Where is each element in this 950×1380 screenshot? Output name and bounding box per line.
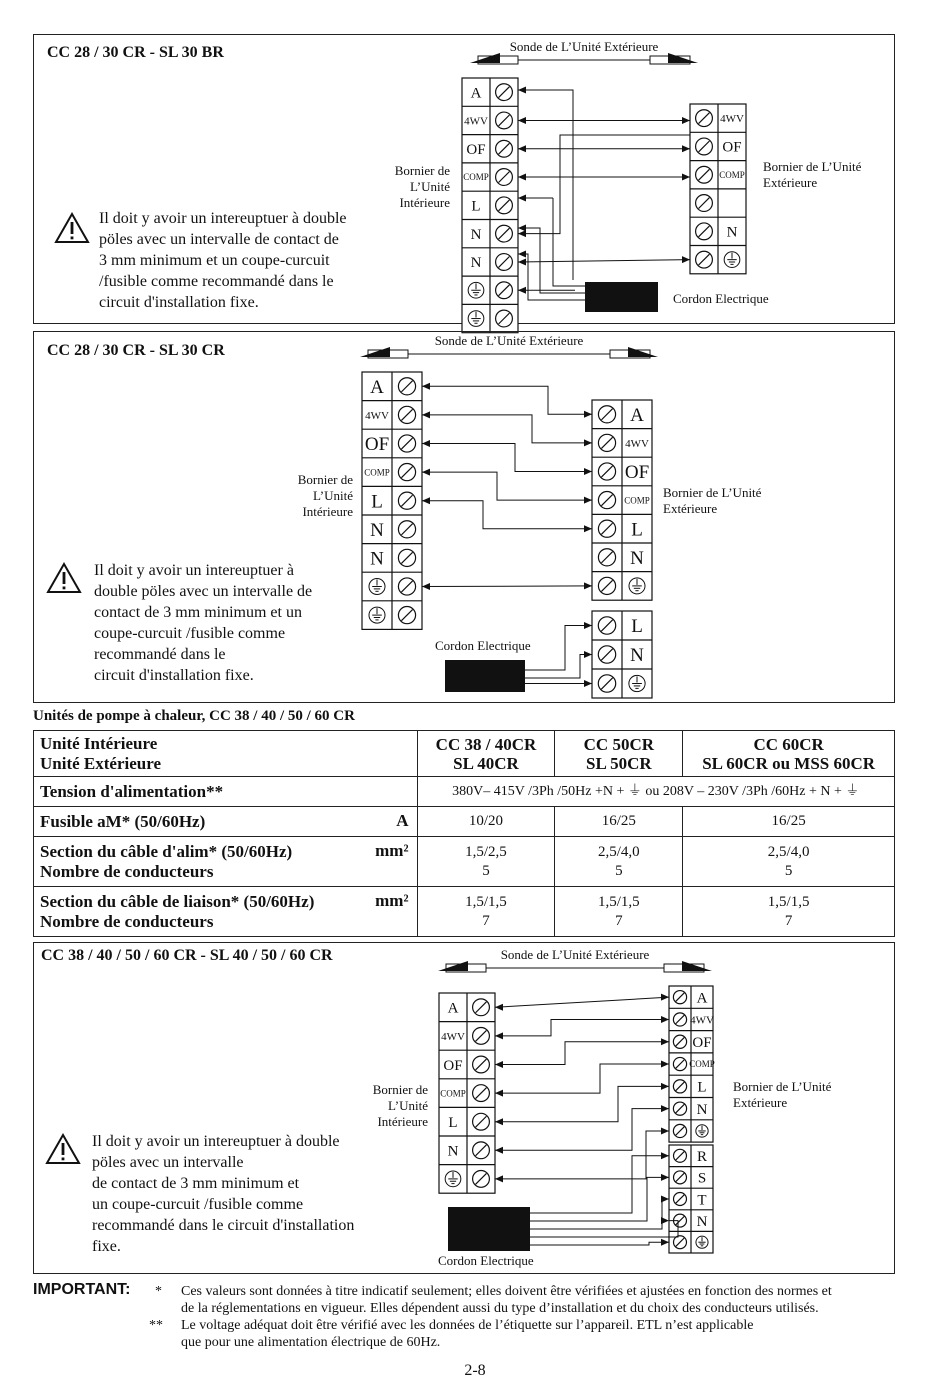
column-header: CC 38 / 40CR SL 40CR bbox=[417, 731, 555, 777]
wire bbox=[495, 1042, 669, 1065]
arrow-head bbox=[661, 1152, 669, 1159]
arrow-head bbox=[661, 1196, 669, 1203]
terminal-label: 4WV bbox=[365, 409, 389, 422]
terminal-label: 4WV bbox=[464, 115, 488, 128]
terminal-label: OF bbox=[624, 462, 650, 484]
arrow-head bbox=[661, 1174, 669, 1181]
terminal-label: COMP bbox=[689, 1059, 715, 1070]
terminal-label: L bbox=[371, 491, 383, 513]
arrow-head bbox=[661, 994, 669, 1001]
terminal-label: R bbox=[696, 1149, 708, 1166]
terminal-label: A bbox=[696, 990, 708, 1007]
terminal-label: N bbox=[630, 645, 644, 667]
important-label: IMPORTANT: bbox=[33, 1281, 131, 1298]
table-row: Section du câble d'alim* (50/60Hz) Nombre de conducteurs mm² 1,5/2,5 5 2,5/4,0 5 2,5/4,0 5 bbox=[34, 837, 895, 887]
wire bbox=[495, 1064, 669, 1093]
terminal-label: 4WV bbox=[441, 1030, 465, 1043]
terminal-label: S bbox=[697, 1170, 707, 1187]
terminal-label: OF bbox=[364, 434, 390, 456]
sensor-arrow bbox=[682, 961, 712, 971]
table-row: Section du câble de liaison* (50/60Hz) Nombre de conducteurs mm² 1,5/1,5 7 1,5/1,5 7 1,5/1,5 7 bbox=[34, 887, 895, 937]
supply-voltage-cell: 380V– 415V /3Ph /50Hz +N + ⏚ ou 208V – 230V /3Ph /60Hz + N + ⏚ bbox=[417, 777, 894, 807]
terminal-label: COMP bbox=[463, 172, 489, 183]
diagram2-title: CC 28 / 30 CR - SL 30 CR bbox=[47, 342, 225, 359]
diagram3-warning: Il doit y avoir un intereuptuer à double pöles avec un intervalle de contact de 3 mm minimum et un coupe-curcuit /fusible comme recommandé dans le circuit d'installation fixe. bbox=[92, 1133, 355, 1255]
terminal-label: COMP bbox=[624, 495, 650, 506]
terminal-label: L bbox=[631, 616, 643, 638]
indoor-block-label: Intérieure bbox=[399, 195, 450, 210]
arrow-head bbox=[661, 1239, 669, 1246]
terminal-label: T bbox=[697, 1192, 707, 1209]
wire bbox=[495, 1086, 669, 1121]
outdoor-block-label: Bornier de L’Unité bbox=[763, 159, 862, 174]
indoor-block-label: Intérieure bbox=[377, 1114, 428, 1129]
terminal-label: N bbox=[630, 547, 644, 569]
cord-label: Cordon Electrique bbox=[673, 291, 769, 306]
cord-label: Cordon Electrique bbox=[438, 1253, 534, 1268]
indoor-block-label: L’Unité bbox=[388, 1098, 428, 1113]
table-row: Fusible aM* (50/60Hz) A 10/20 16/25 16/25 bbox=[34, 807, 895, 837]
column-header: CC 60CR SL 60CR ou MSS 60CR bbox=[683, 731, 895, 777]
terminal-label: OF bbox=[722, 139, 742, 156]
wire bbox=[530, 1242, 669, 1245]
indoor-block-label: Bornier de bbox=[372, 1082, 428, 1097]
outdoor-block-label: Extérieure bbox=[663, 501, 718, 516]
terminal-label: N bbox=[370, 548, 384, 570]
arrow-head bbox=[495, 1090, 503, 1097]
terminal-label: COMP bbox=[364, 467, 390, 478]
indoor-block-label: Bornier de bbox=[297, 472, 353, 487]
terminal-label: COMP bbox=[440, 1088, 466, 1099]
wire bbox=[495, 1109, 669, 1151]
indoor-block-label: L’Unité bbox=[410, 179, 450, 194]
diagram1-warning: Il doit y avoir un intereuptuer à double pöles avec un intervalle de contact de 3 mm minimum et un coupe-curcuit /fusible comme recommandé dans le circuit d'installation fixe. bbox=[99, 210, 347, 311]
terminal-label: N bbox=[370, 519, 384, 541]
indoor-block-label: Bornier de bbox=[394, 163, 450, 178]
terminal-label: OF bbox=[692, 1035, 712, 1051]
arrow-head bbox=[495, 1147, 503, 1154]
terminal-label: A bbox=[447, 1000, 459, 1017]
terminal-label: COMP bbox=[719, 169, 745, 180]
terminal-label: 4WV bbox=[720, 113, 744, 125]
terminal-label: N bbox=[696, 1213, 708, 1230]
terminal-label: A bbox=[630, 404, 644, 426]
arrow-head bbox=[661, 1016, 669, 1023]
arrow-head bbox=[661, 1083, 669, 1090]
indoor-block-label: L’Unité bbox=[313, 488, 353, 503]
arrow-head bbox=[495, 1032, 503, 1039]
sensor-label: Sonde de L’Unité Extérieure bbox=[434, 333, 584, 348]
indoor-block-label: Intérieure bbox=[302, 504, 353, 519]
terminal-label: A bbox=[470, 85, 482, 102]
terminal-label: L bbox=[471, 198, 481, 215]
sensor-label: Sonde de L’Unité Extérieure bbox=[509, 39, 659, 54]
diagram3-title: CC 38 / 40 / 50 / 60 CR - SL 40 / 50 / 60 CR bbox=[41, 947, 333, 964]
terminal-label: N bbox=[726, 224, 738, 241]
sensor-label: Sonde de L’Unité Extérieure bbox=[500, 947, 650, 962]
outdoor-block-label: Bornier de L’Unité bbox=[733, 1079, 832, 1094]
outdoor-block-label: Extérieure bbox=[763, 175, 818, 190]
terminal-label: OF bbox=[466, 142, 486, 158]
table-header-row: Unité Intérieure Unité Extérieure CC 38 / 40CR SL 40CR CC 50CR SL 50CR CC 60CR SL 60CR ou MSS 60CR bbox=[34, 731, 895, 777]
column-header: CC 50CR SL 50CR bbox=[555, 731, 683, 777]
arrow-head bbox=[661, 1105, 669, 1112]
terminal-label: N bbox=[696, 1101, 708, 1118]
arrow-head bbox=[661, 1127, 669, 1134]
wire bbox=[495, 1019, 669, 1035]
wire bbox=[495, 1131, 669, 1179]
arrow-head bbox=[661, 1061, 669, 1068]
outdoor-block-label: Bornier de L’Unité bbox=[663, 485, 762, 500]
terminal-label: N bbox=[470, 226, 482, 243]
arrow-head bbox=[661, 1217, 669, 1224]
arrow-head bbox=[495, 1118, 503, 1125]
sensor-arrow bbox=[438, 961, 468, 971]
wire bbox=[530, 1199, 669, 1229]
table-row: Tension d'alimentation** 380V– 415V /3Ph /50Hz +N + ⏚ ou 208V – 230V /3Ph /60Hz + N + ⏚ bbox=[34, 777, 895, 807]
arrow-head bbox=[661, 1038, 669, 1045]
section-title: Unités de pompe à chaleur, CC 38 / 40 / 50 / 60 CR bbox=[33, 708, 355, 724]
terminal-label: 4WV bbox=[690, 1014, 714, 1027]
outdoor-block-label: Extérieure bbox=[733, 1095, 788, 1110]
important-notes bbox=[149, 1283, 915, 1351]
page-number: 2-8 bbox=[464, 1362, 486, 1379]
terminal-label: N bbox=[447, 1143, 459, 1160]
footnote: ** Le voltage adéquat doit être vérifié avec les données de l’étiquette sur l’appareil. ETL n’est applicable que pour une alimentation électrique de 60Hz. bbox=[149, 1318, 754, 1350]
footnote: * Ces valeurs sont données à titre indicatif seulement; elles doivent être vérifiées et ajustées en fonction des normes et de la réglementations en vigueur. Elles dépendent aussi du type d’installation et du choix des conducteurs utilisés. bbox=[155, 1284, 832, 1316]
cord-label: Cordon Electrique bbox=[435, 638, 531, 653]
arrow-head bbox=[495, 1061, 503, 1068]
diagram2-warning: Il doit y avoir un intereuptuer à double pöles avec un intervalle de contact de 3 mm minimum et un coupe-curcuit /fusible comme recommandé dans le circuit d'installation fixe. bbox=[94, 562, 313, 684]
terminal-label: OF bbox=[443, 1057, 463, 1074]
terminal-label: L bbox=[448, 1114, 458, 1131]
diagram1-title: CC 28 / 30 CR - SL 30 BR bbox=[47, 44, 224, 61]
terminal-label: A bbox=[370, 376, 384, 398]
arrow-head bbox=[495, 1175, 503, 1182]
arrow-head bbox=[495, 1004, 503, 1011]
terminal-label: L bbox=[697, 1079, 707, 1096]
wire bbox=[495, 997, 669, 1007]
power-cord bbox=[448, 1207, 530, 1251]
wire bbox=[530, 1177, 669, 1221]
terminal-label: N bbox=[470, 255, 482, 272]
wire bbox=[530, 1156, 669, 1213]
terminal-label: 4WV bbox=[625, 437, 649, 450]
terminal-label: L bbox=[631, 519, 643, 541]
